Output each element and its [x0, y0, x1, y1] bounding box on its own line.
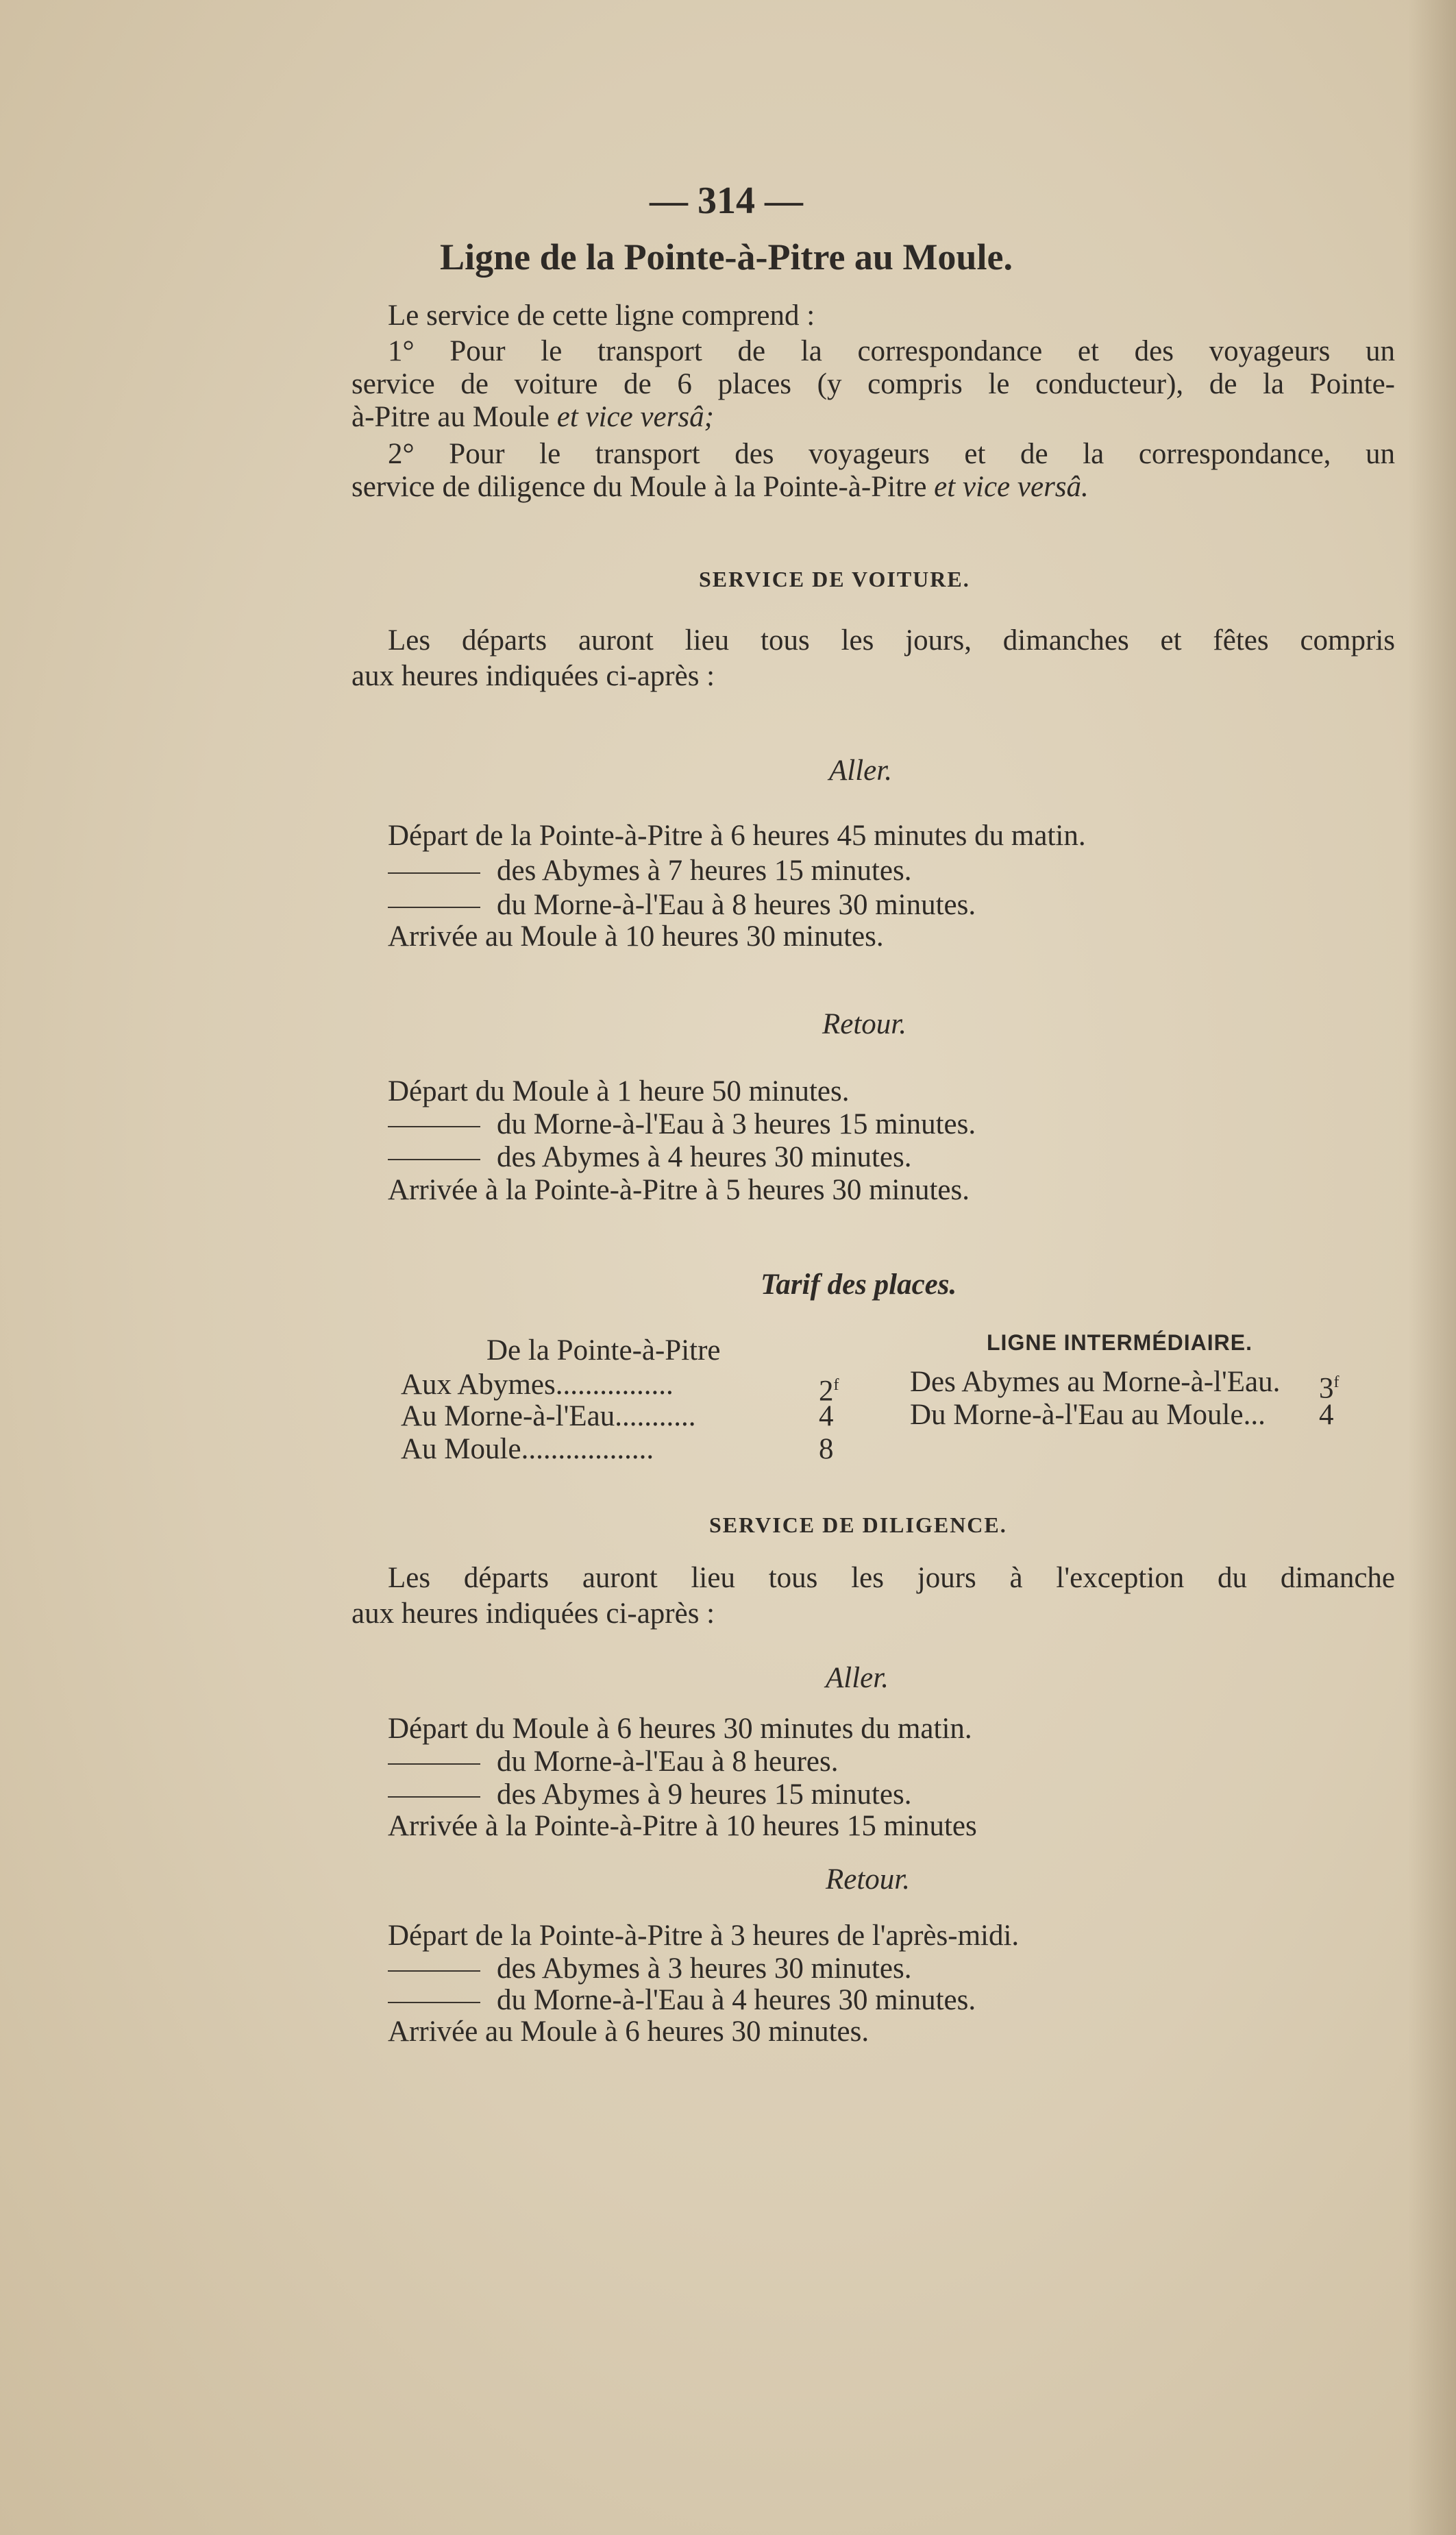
intro-item2-line2-text: service de diligence du Moule à la Pointe-à-Pitre: [351, 471, 935, 503]
diligence-retour-line4: Arrivée au Moule à 6 heures 30 minutes.: [388, 2016, 869, 2048]
tarif-left-value-3: [819, 1432, 834, 1467]
voiture-intro-line1: Les départs auront lieu tous les jours, dimanches et fêtes compris: [388, 624, 1395, 657]
diligence-retour-line1: Départ de la Pointe-à-Pitre à 3 heures de l'après-midi.: [388, 1920, 1020, 1952]
tarif-left-label: Aux Abymes................: [401, 1369, 674, 1401]
tarif-left-label: Au Morne-à-l'Eau...........: [401, 1400, 696, 1432]
voiture-retour-line3-text: des Abymes à 4 heures 30 minutes.: [497, 1141, 912, 1173]
tarif-left-value: 8: [819, 1433, 834, 1465]
tarif-left-row-2: [401, 1399, 695, 1434]
diligence-intro-line2: aux heures indiquées ci-après :: [351, 1597, 715, 1630]
ditto-dash: [388, 1970, 480, 1972]
tarif-left-value: 2: [819, 1375, 834, 1408]
voiture-aller-line2: [388, 854, 912, 888]
voiture-retour-line4: Arrivée à la Pointe-à-Pitre à 5 heures 30 minutes.: [388, 1174, 970, 1206]
intro-item1-line3: [351, 400, 714, 434]
tarif-left-row-1: [401, 1368, 674, 1402]
tarif-right-value-2: [1319, 1398, 1334, 1432]
tarif-title: Tarif des places.: [761, 1269, 957, 1301]
diligence-aller-line2-text: du Morne-à-l'Eau à 8 heures.: [497, 1746, 839, 1778]
page-number: — 314 —: [650, 180, 803, 222]
voiture-intro-line2: aux heures indiquées ci-après :: [351, 660, 715, 692]
tarif-right-label: Des Abymes au Morne-à-l'Eau.: [910, 1366, 1281, 1398]
voiture-retour-title: Retour.: [822, 1008, 907, 1040]
voiture-heading: SERVICE DE VOITURE.: [699, 567, 970, 591]
intro-item1-line3-italic: et vice versâ;: [556, 401, 714, 433]
ditto-dash: [388, 1126, 480, 1127]
diligence-retour-line3: [388, 1983, 976, 2018]
diligence-aller-line1: Départ du Moule à 6 heures 30 minutes du matin.: [388, 1713, 972, 1745]
diligence-retour-line2: [388, 1952, 912, 1986]
diligence-aller-line4: Arrivée à la Pointe-à-Pitre à 10 heures 15 minutes: [388, 1810, 977, 1842]
tarif-left-label: Au Moule..................: [401, 1433, 654, 1465]
diligence-aller-line3: [388, 1778, 912, 1812]
tarif-left-unit: f: [833, 1376, 839, 1394]
ditto-dash: [388, 872, 480, 874]
intro-item2-line2: [351, 470, 1089, 504]
tarif-left-value: 4: [819, 1400, 834, 1432]
tarif-right-value: 4: [1319, 1399, 1334, 1431]
voiture-retour-line2: [388, 1107, 976, 1142]
intro-item1-line3-text: à-Pitre au Moule: [351, 401, 557, 433]
voiture-retour-line3: [388, 1140, 912, 1175]
tarif-left-value-2: [819, 1399, 834, 1434]
voiture-aller-line2-text: des Abymes à 7 heures 15 minutes.: [497, 855, 912, 887]
tarif-right-value: 3: [1319, 1372, 1334, 1405]
diligence-aller-line2: [388, 1745, 838, 1779]
diligence-retour-line3-text: du Morne-à-l'Eau à 4 heures 30 minutes.: [497, 1984, 976, 2016]
diligence-aller-title: Aller.: [826, 1662, 889, 1694]
ditto-dash: [388, 1763, 480, 1765]
intro-item1-line1: 1° Pour le transport de la correspondance et des voyageurs un: [388, 335, 1395, 367]
diligence-retour-line2-text: des Abymes à 3 heures 30 minutes.: [497, 1952, 912, 1985]
voiture-aller-title: Aller.: [829, 755, 892, 787]
ditto-dash: [388, 907, 480, 908]
voiture-aller-line3-text: du Morne-à-l'Eau à 8 heures 30 minutes.: [497, 889, 976, 921]
intro-item1-line2: service de voiture de 6 places (y compris le conducteur), de la Pointe-: [351, 368, 1395, 400]
ditto-dash: [388, 2002, 480, 2003]
diligence-aller-line3-text: des Abymes à 9 heures 15 minutes.: [497, 1778, 912, 1811]
tarif-right-row-1: [910, 1365, 1280, 1399]
intro-item2-line1: 2° Pour le transport des voyageurs et de la correspondance, un: [388, 438, 1395, 470]
tarif-right-label: Du Morne-à-l'Eau au Moule...: [910, 1399, 1266, 1431]
tarif-right-unit: f: [1333, 1373, 1340, 1391]
tarif-left-row-3: [401, 1432, 654, 1467]
page-edge-shadow: [1408, 0, 1456, 2535]
page-title: Ligne de la Pointe-à-Pitre au Moule.: [440, 236, 1013, 278]
diligence-retour-title: Retour.: [826, 1863, 911, 1896]
tarif-right-header: LIGNE INTERMÉDIAIRE.: [987, 1330, 1253, 1355]
intro-item2-line2-italic: et vice versâ.: [934, 471, 1089, 503]
voiture-aller-line3: [388, 888, 976, 922]
voiture-retour-line2-text: du Morne-à-l'Eau à 3 heures 15 minutes.: [497, 1108, 976, 1140]
ditto-dash: [388, 1159, 480, 1160]
diligence-heading: SERVICE DE DILIGENCE.: [709, 1513, 1007, 1537]
diligence-intro-line1: Les départs auront lieu tous les jours à l'exception du dimanche: [388, 1562, 1395, 1594]
voiture-retour-line1: Départ du Moule à 1 heure 50 minutes.: [388, 1075, 850, 1107]
voiture-aller-line1: Départ de la Pointe-à-Pitre à 6 heures 45 minutes du matin.: [388, 820, 1086, 852]
tarif-right-row-2: [910, 1398, 1266, 1432]
voiture-aller-line4: Arrivée au Moule à 10 heures 30 minutes.: [388, 920, 884, 953]
intro-lead: Le service de cette ligne comprend :: [388, 299, 815, 332]
tarif-left-header: De la Pointe-à-Pitre: [486, 1334, 721, 1367]
ditto-dash: [388, 1796, 480, 1798]
